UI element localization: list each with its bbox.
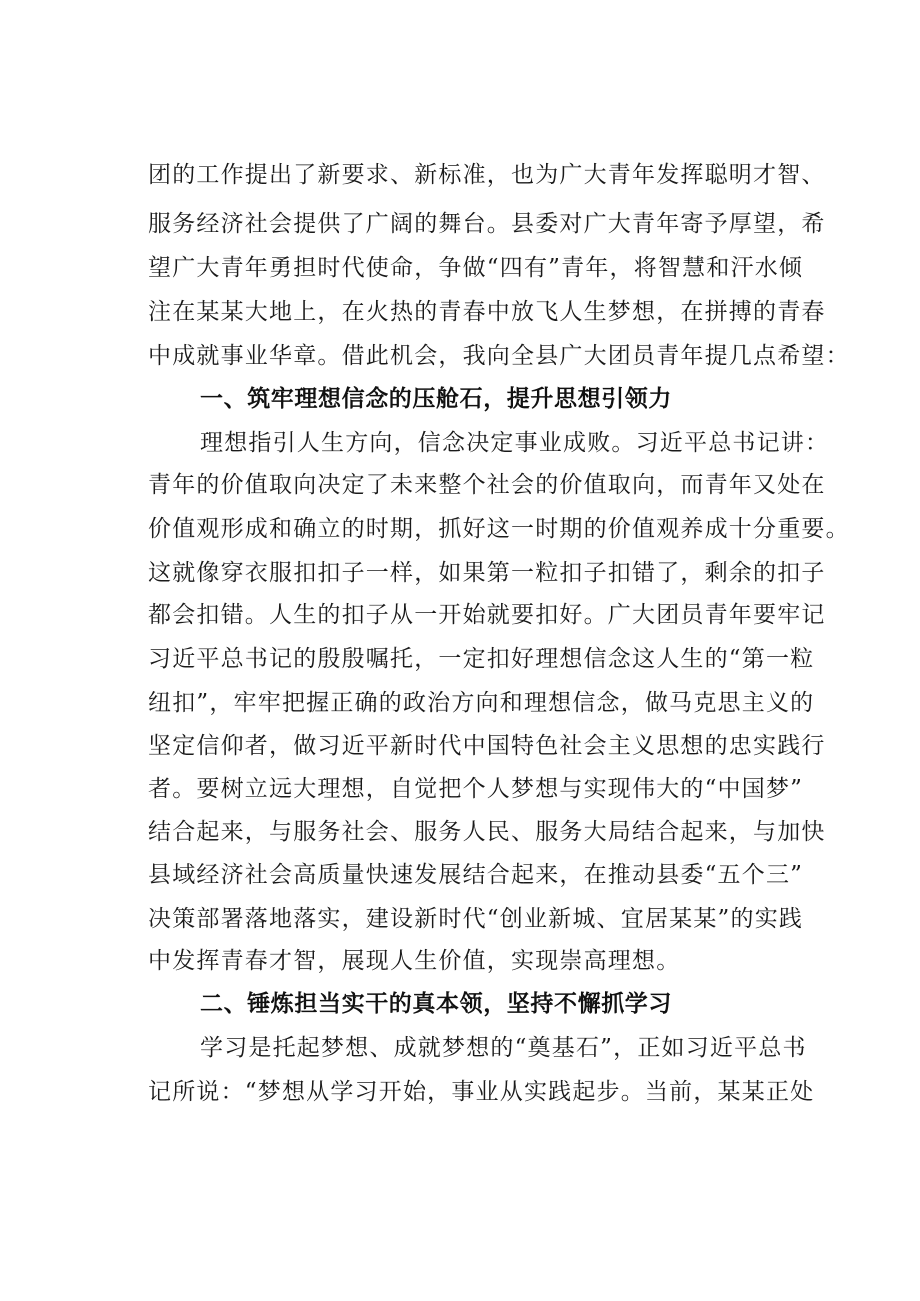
text-line: 青年的价值取向决定了未来整个社会的价值取向，而青年又处在 [148, 472, 826, 498]
text-line: 决策部署落地落实，建设新时代“创业新城、宜居某某”的实践 [148, 906, 804, 932]
text-line: 县域经济社会高质量快速发展结合起来，在推动县委“五个三” [148, 862, 804, 888]
text-line: 理想指引人生方向，信念决定事业成败。习近平总书记讲： [200, 430, 830, 456]
text-line: 学习是托起梦想、成就梦想的“奠基石”，正如习近平总书 [200, 1035, 807, 1061]
text-line: 望广大青年勇担时代使命，争做“四有”青年，将智慧和汗水倾 [148, 255, 804, 281]
text-line: 服务经济社会提供了广阔的舞台。县委对广大青年寄予厚望，希 [148, 211, 826, 237]
text-line: 团的工作提出了新要求、新标准，也为广大青年发挥聪明才智、 [148, 162, 826, 188]
text-line: 注在某某大地上，在火热的青春中放飞人生梦想，在拼搏的青春 [148, 299, 826, 325]
section-heading-2: 二、锤炼担当实干的真本领，坚持不懈抓学习 [200, 991, 672, 1017]
text-line: 中发挥青春才智，展现人生价值，实现崇高理想。 [148, 948, 681, 974]
text-line: 这就像穿衣服扣扣子一样，如果第一粒扣子扣错了，剩余的扣子 [148, 560, 826, 586]
section-heading-1: 一、筑牢理想信念的压舱石，提升思想引领力 [200, 386, 672, 412]
text-line: 坚定信仰者，做习近平新时代中国特色社会主义思想的忠实践行 [148, 733, 826, 759]
text-line: 结合起来，与服务社会、服务人民、服务大局结合起来，与加快 [148, 819, 826, 845]
text-line: 中成就事业华章。借此机会，我向全县广大团员青年提几点希望： [148, 343, 850, 369]
text-line: 纽扣”，牢牢把握正确的政治方向和理想信念，做马克思主义的 [148, 690, 815, 716]
text-line: 都会扣错。人生的扣子从一开始就要扣好。广大团员青年要牢记 [148, 602, 826, 628]
text-line: 价值观形成和确立的时期，抓好这一时期的价值观养成十分重要。 [148, 516, 850, 542]
text-line: 习近平总书记的殷殷嘱托，一定扣好理想信念这人生的“第一粒 [148, 646, 815, 672]
text-line: 记所说：“梦想从学习开始，事业从实践起步。当前，某某正处 [148, 1079, 815, 1105]
text-line: 者。要树立远大理想，自觉把个人梦想与实现伟大的“中国梦” [148, 776, 804, 802]
